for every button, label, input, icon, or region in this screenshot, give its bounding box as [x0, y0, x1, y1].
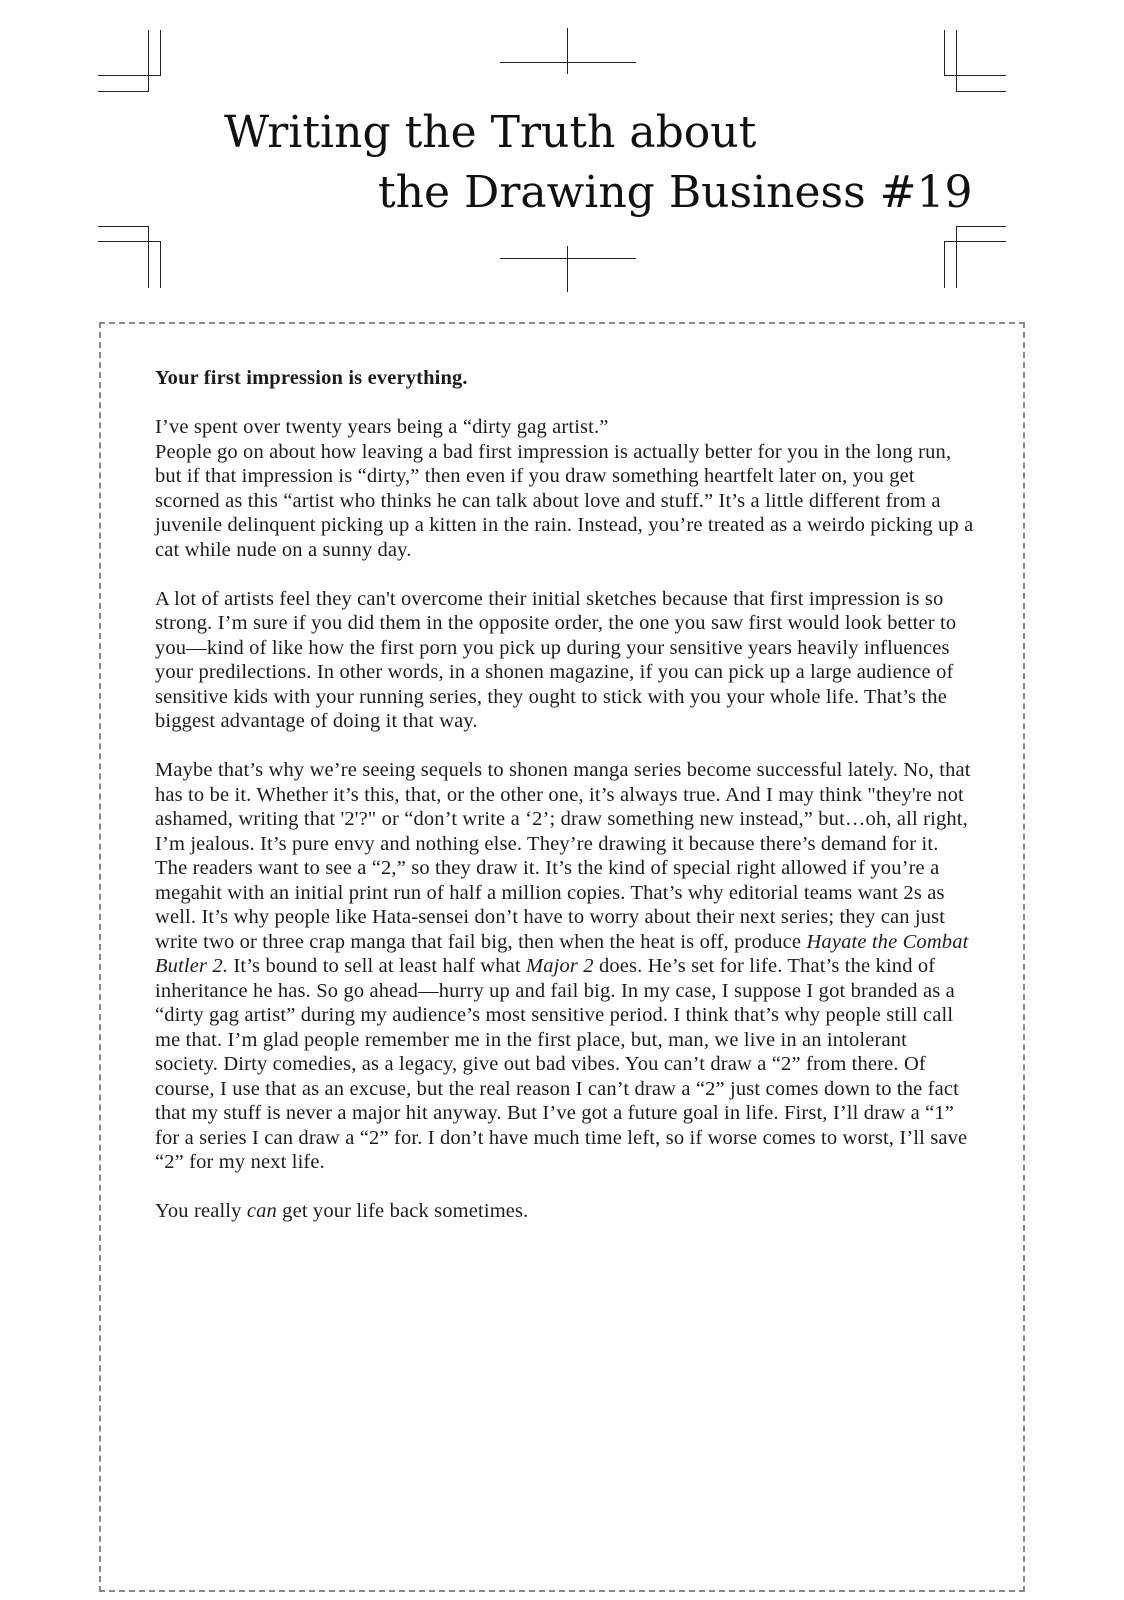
article-paragraph-1 — [155, 415, 975, 562]
article-paragraph-2: A lot of artists feel they can't overcome their initial sketches because that first impression is so strong. I’m sure if you did them in the opposite order, the one you saw first would look better to you—kind of like how the first porn you pick up during your sensitive years heavily influences your predilections. In other words, in a shonen magazine, if you can pick up a large audience of sensitive kids with your running series, they ought to stick with you your whole life. That’s the biggest advantage of doing it that way. — [155, 587, 957, 732]
closing-emphasis: can — [246, 1200, 277, 1222]
paragraph-3-part-c: does. He’s set for life. That’s the kind of inheritance he has. So go ahead—hurry up and fail big. In my case, I suppose I got branded as a “dirty gag artist” during my audience’s most sensitive period. I think that’s why people still call me that. I’m glad people remember me in the first place, but, man, we live in an intolerant society. Dirty comedies, as a legacy, give out bad vibes. You can’t draw a “2” from there. Of course, I use that as an excuse, but the real reason I can’t draw a “2” just comes down to the fact that my stuff is never a major hit anyway. But I’ve got a future goal in life. First, I’ll draw a “1” for a series I can draw a “2” for. I don’t have much time left, so if worse comes to worst, I’ll save “2” for my next life. — [155, 955, 968, 1173]
paragraph-3-part-b: It’s bound to sell at least half what — [228, 955, 527, 977]
article-body — [155, 366, 975, 1248]
title-line-2: the Drawing Business #19 — [378, 167, 973, 218]
title-line-1: Writing the Truth about — [224, 107, 757, 158]
closing-part-b: get your life back sometimes. — [276, 1200, 529, 1222]
paragraph-3-title-hayate: Hayate the Combat Butler 2. — [155, 930, 969, 977]
paragraph-3-title-major: Major 2 — [526, 955, 594, 977]
closing-part-a: You really — [155, 1200, 247, 1222]
paragraph-1-line-1: I’ve spent over twenty years being a “dirty gag artist.” — [155, 416, 609, 438]
paragraph-3-part-a: Maybe that’s why we’re seeing sequels to shonen manga series become successful lately. No, that has to be it. Whether it’s this, that, or the other one, it’s always true. And I may think "they're not ashamed, writing that '2'?" or “don’t write a ‘2’; draw something new instead,” but…oh, all right, I’m jealous. It’s pure envy and nothing else. They’re drawing it because there’s demand for it. The readers want to see a “2,” so they draw it. It’s the kind of special right allowed if you’re a megahit with an initial print run of half a million copies. That’s why editorial teams want 2s as well. It’s why people like Hata-sensei don’t have to worry about their next series; they can just write two or three crap manga that fail big, then when the heat is off, produce — [155, 759, 971, 953]
article-lead: Your first impression is everything. — [155, 367, 468, 389]
paragraph-1-body: People go on about how leaving a bad first impression is actually better for you in the long run, but if that impression is “dirty,” then even if you draw something heartfelt later on, you get scorned as this “artist who thinks he can talk about love and stuff.” It’s a little different from a juvenile delinquent picking up a kitten in the rain. Instead, you’re treated as a weirdo picking up a cat while nude on a sunny day. — [155, 440, 974, 561]
article-paragraph-3 — [155, 758, 975, 1175]
article-closing — [155, 1199, 975, 1224]
